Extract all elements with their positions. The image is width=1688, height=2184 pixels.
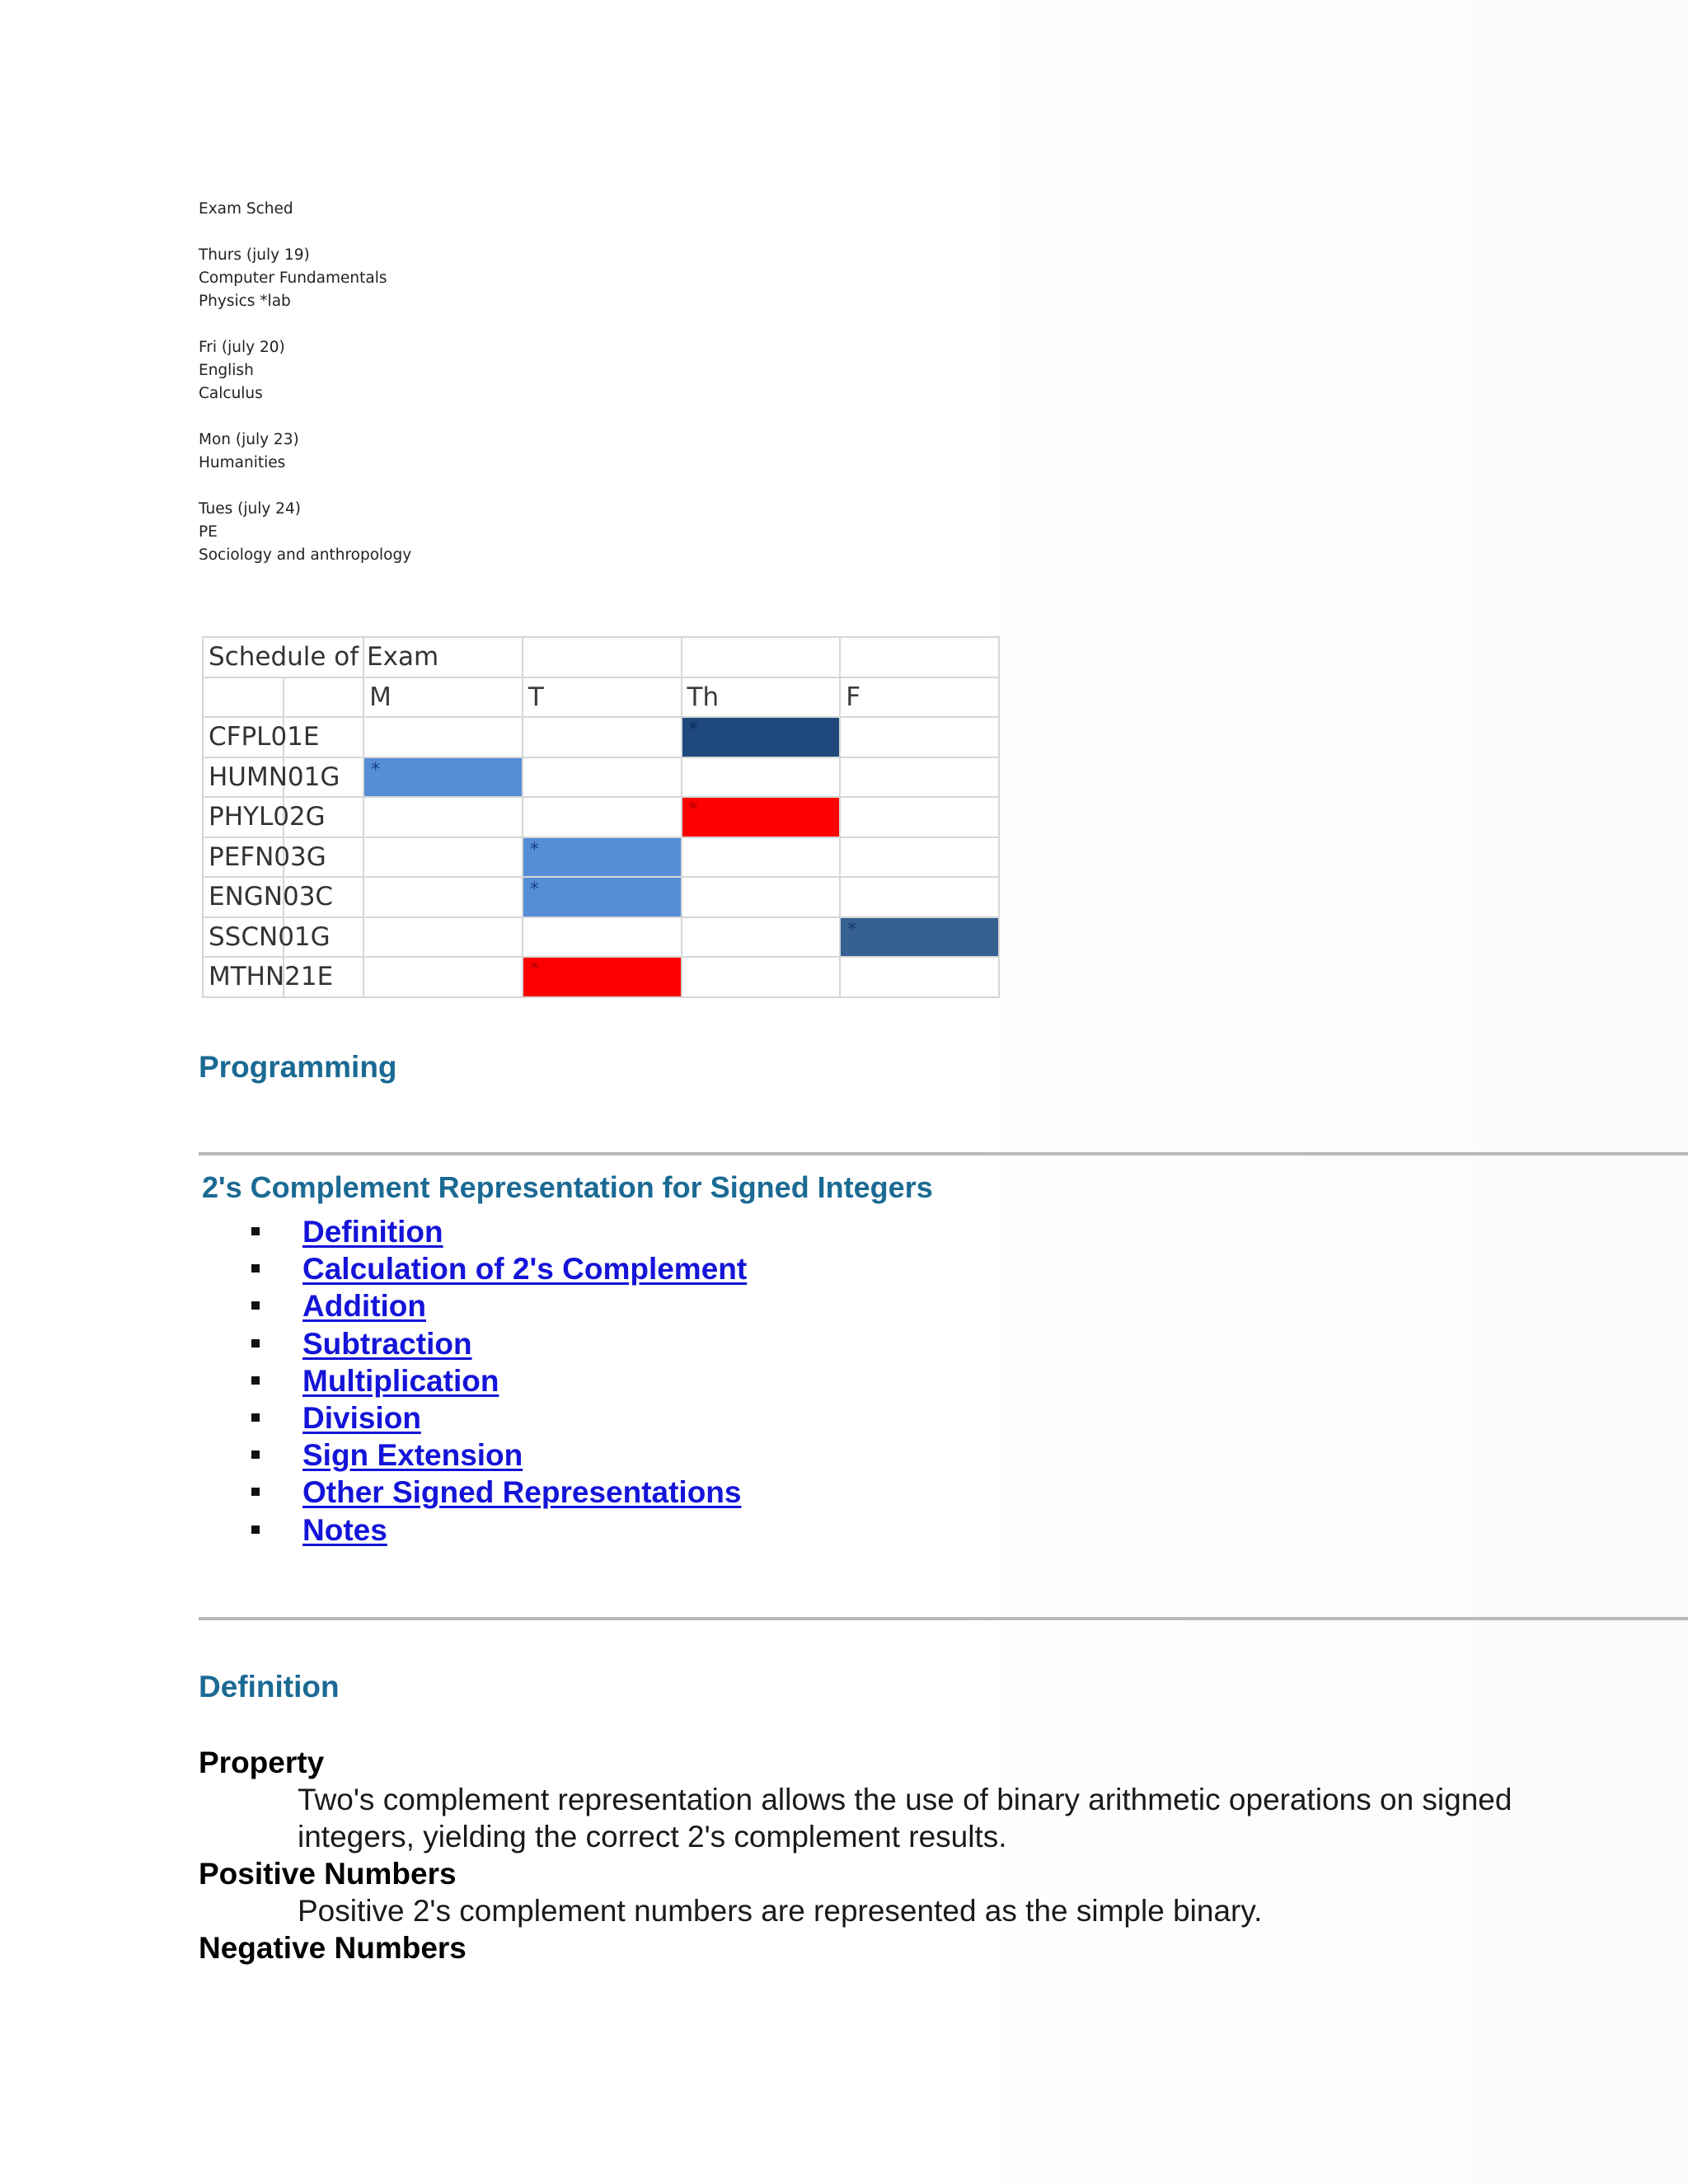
schedule-cell	[284, 677, 364, 718]
notes-group-friday	[199, 336, 411, 405]
notes-line: Computer Fundamentals	[199, 269, 387, 287]
notes-line: Physics *lab	[199, 293, 291, 310]
schedule-cell	[682, 837, 841, 878]
schedule-cell	[363, 637, 523, 677]
schedule-cell	[682, 917, 841, 958]
schedule-cell	[840, 837, 999, 878]
schedule-body	[203, 717, 999, 997]
schedule-cell	[523, 797, 682, 837]
toc-link-division[interactable]: Division	[302, 1400, 421, 1435]
exam-marker: *	[529, 959, 539, 980]
bullet-icon	[251, 1264, 260, 1272]
schedule-row	[203, 917, 999, 958]
notes-line: Mon (july 23)	[199, 431, 299, 448]
toc-link-subtraction[interactable]: Subtraction	[302, 1326, 472, 1361]
scheduled-exam-cell	[840, 917, 999, 958]
course-code: CFPL01E	[203, 717, 284, 757]
schedule-cell	[284, 957, 364, 997]
schedule-cell	[840, 957, 999, 997]
course-code: MTHN21E	[203, 957, 284, 997]
exam-marker: *	[688, 719, 698, 740]
bullet-icon	[251, 1227, 260, 1235]
notes-line: Humanities	[199, 454, 286, 471]
toc-item	[251, 1436, 747, 1474]
exam-marker: *	[371, 759, 381, 780]
scheduled-exam-cell	[523, 957, 682, 997]
schedule-cell	[284, 837, 364, 878]
schedule-cell	[523, 637, 682, 677]
toc-item	[251, 1250, 747, 1287]
notes-group-monday	[199, 429, 411, 475]
notes-group-thursday	[199, 244, 411, 313]
toc-item	[251, 1213, 747, 1250]
toc-item	[251, 1362, 747, 1399]
notes-line: Thurs (july 19)	[199, 246, 310, 264]
schedule-cell	[682, 877, 841, 917]
schedule-day-header-row	[203, 677, 999, 718]
schedule-cell	[284, 797, 364, 837]
complement-heading: 2's Complement Representation for Signed Integers	[202, 1170, 933, 1204]
schedule-cell	[840, 717, 999, 757]
schedule-cell	[284, 757, 364, 798]
schedule-cell	[523, 917, 682, 958]
day-header-f: F	[840, 677, 999, 718]
bullet-icon	[251, 1413, 260, 1422]
toc-link-addition[interactable]: Addition	[302, 1289, 427, 1324]
schedule-cell	[682, 637, 841, 677]
schedule-cell	[523, 757, 682, 798]
notes-line: Tues (july 24)	[199, 500, 301, 518]
exam-marker: *	[847, 919, 857, 940]
schedule-cell	[363, 957, 523, 997]
definition-list	[199, 1744, 1633, 1966]
exam-marker: *	[529, 879, 539, 900]
toc-item	[251, 1325, 747, 1362]
course-code: SSCN01G	[203, 917, 284, 958]
schedule-row	[203, 757, 999, 798]
toc-link-multiplication[interactable]: Multiplication	[302, 1363, 499, 1398]
bullet-icon	[251, 1376, 260, 1385]
programming-heading: Programming	[199, 1050, 397, 1084]
course-code: ENGN03C	[203, 877, 284, 917]
schedule-cell	[363, 917, 523, 958]
schedule-row	[203, 717, 999, 757]
horizontal-rule	[199, 1152, 1688, 1155]
schedule-row	[203, 837, 999, 878]
definition-heading: Definition	[199, 1670, 340, 1704]
notes-title: Exam Sched	[199, 200, 293, 218]
schedule-cell	[284, 717, 364, 757]
schedule-cell	[363, 797, 523, 837]
bullet-icon	[251, 1488, 260, 1496]
notes-group-tuesday	[199, 498, 411, 567]
notes-line: PE	[199, 523, 218, 541]
bullet-icon	[251, 1301, 260, 1310]
exam-marker: *	[529, 839, 539, 860]
exam-notes	[199, 198, 411, 567]
course-code: PHYL02G	[203, 797, 284, 837]
term-negative-numbers: Negative Numbers	[199, 1931, 467, 1965]
course-code: HUMN01G	[203, 757, 284, 798]
bullet-icon	[251, 1451, 260, 1459]
desc-property: Two's complement representation allows the use of binary arithmetic operations on signed integers, yielding the correct 2's complement results.	[298, 1783, 1512, 1854]
day-header-m: M	[363, 677, 523, 718]
schedule-cell	[203, 677, 284, 718]
bullet-icon	[251, 1526, 260, 1534]
schedule-cell	[363, 877, 523, 917]
toc-link-sign-extension[interactable]: Sign Extension	[302, 1438, 523, 1473]
toc-item	[251, 1474, 747, 1511]
toc-item	[251, 1511, 747, 1549]
term-property: Property	[199, 1746, 325, 1779]
schedule-cell	[840, 637, 999, 677]
scheduled-exam-cell	[523, 837, 682, 878]
schedule-title: Schedule of Exam	[203, 637, 363, 677]
toc-link-notes[interactable]: Notes	[302, 1512, 387, 1547]
scheduled-exam-cell	[682, 717, 841, 757]
schedule-cell	[682, 757, 841, 798]
schedule-row	[203, 957, 999, 997]
schedule-row	[203, 797, 999, 837]
scheduled-exam-cell	[523, 877, 682, 917]
toc-item	[251, 1399, 747, 1436]
schedule-table-image	[202, 636, 1000, 1010]
schedule-title-row	[203, 637, 999, 677]
notes-line: Calculus	[199, 385, 263, 402]
notes-line: Sociology and anthropology	[199, 546, 412, 564]
scheduled-exam-cell	[682, 797, 841, 837]
schedule-cell	[840, 797, 999, 837]
schedule-table	[202, 636, 1000, 998]
table-of-contents	[251, 1213, 747, 1549]
day-header-th: Th	[682, 677, 841, 718]
notes-line: English	[199, 362, 254, 379]
desc-positive-numbers: Positive 2's complement numbers are represented as the simple binary.	[298, 1894, 1263, 1928]
schedule-cell	[682, 957, 841, 997]
scheduled-exam-cell	[363, 757, 523, 798]
schedule-row	[203, 877, 999, 917]
schedule-cell	[523, 717, 682, 757]
schedule-cell	[840, 877, 999, 917]
toc-link-other-signed[interactable]: Other Signed Representations	[302, 1475, 742, 1510]
horizontal-rule	[199, 1617, 1688, 1620]
schedule-cell	[284, 877, 364, 917]
course-code: PEFN03G	[203, 837, 284, 878]
toc-link-calculation[interactable]: Calculation of 2's Complement	[302, 1252, 748, 1286]
term-positive-numbers: Positive Numbers	[199, 1857, 457, 1891]
schedule-cell	[840, 757, 999, 798]
schedule-cell	[363, 837, 523, 878]
schedule-cell	[284, 917, 364, 958]
toc-item	[251, 1287, 747, 1324]
day-header-t: T	[523, 677, 682, 718]
schedule-cell	[363, 717, 523, 757]
exam-marker: *	[688, 799, 698, 820]
bullet-icon	[251, 1339, 260, 1347]
notes-line: Fri (july 20)	[199, 339, 285, 356]
toc-link-definition[interactable]: Definition	[302, 1215, 443, 1249]
